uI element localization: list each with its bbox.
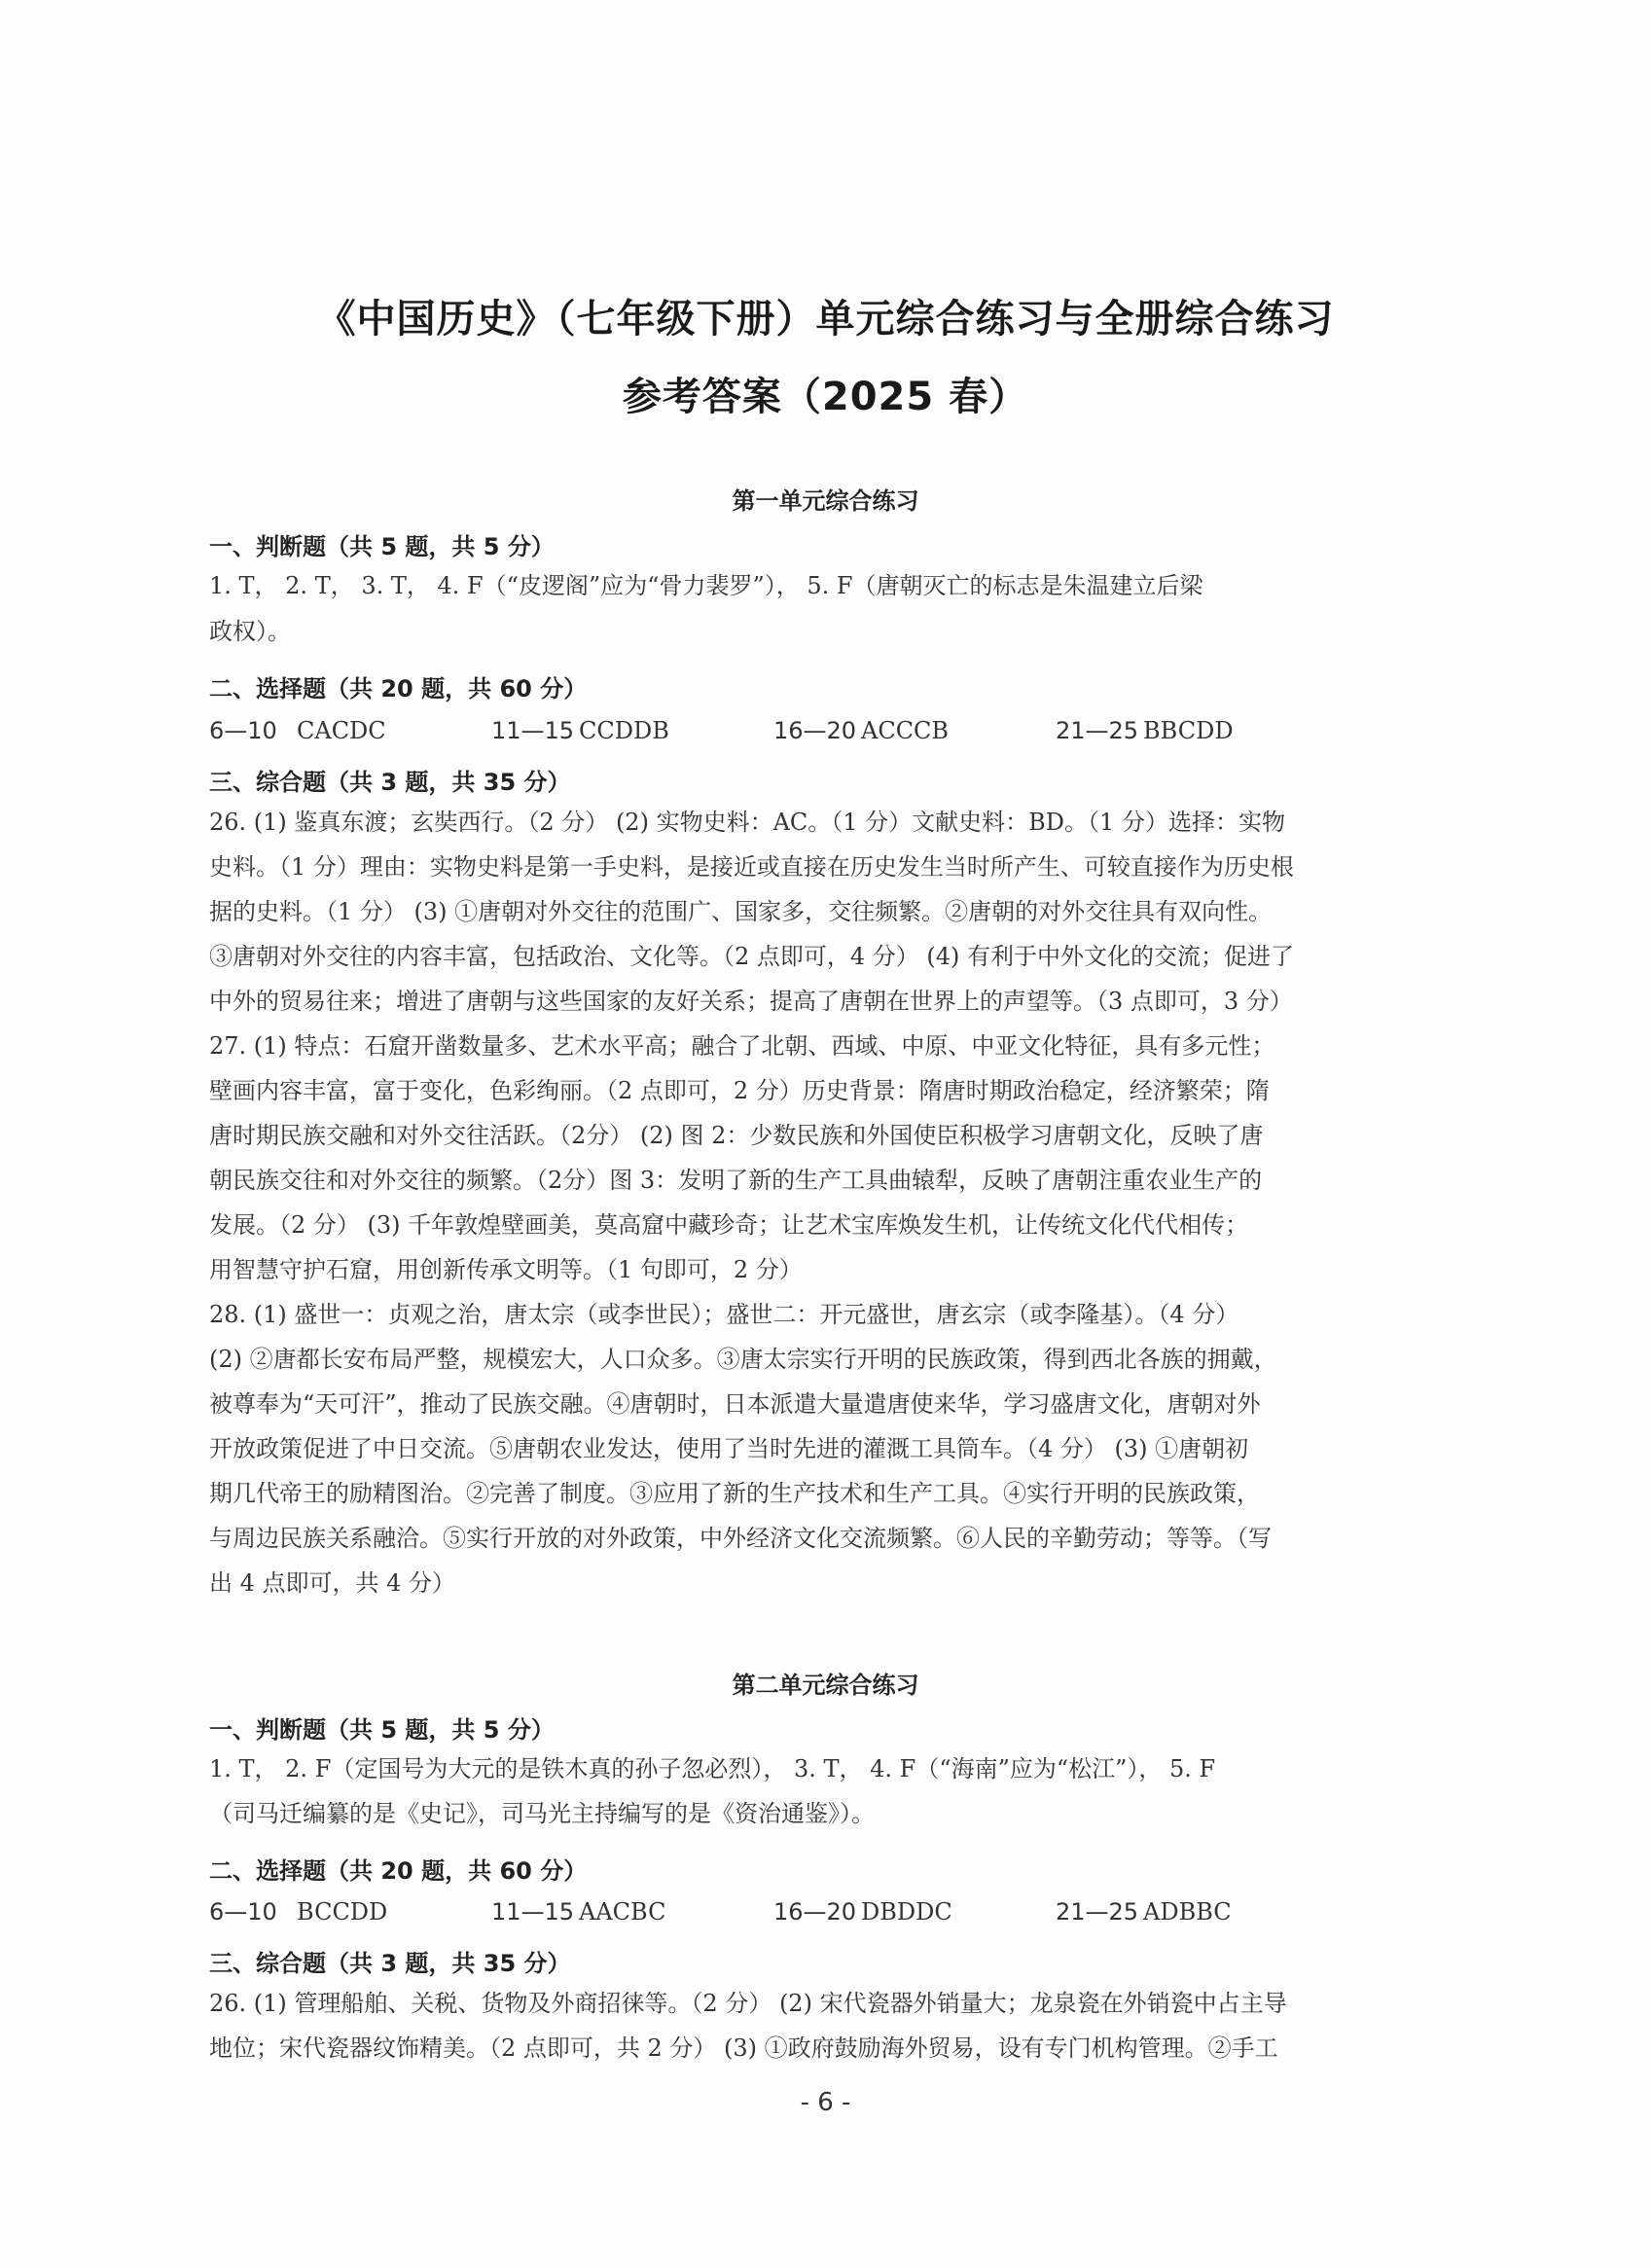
unit1-title: 第一单元综合练习 xyxy=(732,487,919,515)
answer-line: 史料。（1 分）理由：实物史料是第一手史料，是接近或直接在历史发生当时所产生、可较直接作为历史根 xyxy=(209,853,1294,881)
answer-line: 据的史料。（1 分） (3) ①唐朝对外交往的范围广、国家多，交往频繁。②唐朝的对外交往具有双向性。 xyxy=(209,898,1273,925)
answer-line: 28. (1) 盛世一：贞观之治，唐太宗（或李世民）；盛世二：开元盛世，唐玄宗（或李隆基）。（4 分） xyxy=(209,1301,1239,1328)
answer-line: 26. (1) 鉴真东渡；玄奘西行。（2 分） (2) 实物史料：AC。（1 分）文献史料：BD。（1 分）选择：实物 xyxy=(209,809,1285,836)
mc-range: 11—15 xyxy=(491,1898,575,1926)
mc-range: 6—10 xyxy=(209,1898,277,1926)
unit2-sec1-line: （司马迁编纂的是《史记》，司马光主持编写的是《资治通鉴》）。 xyxy=(209,1800,875,1827)
unit1-sec3-heading: 三、综合题（共 3 题，共 35 分） xyxy=(209,769,571,796)
mc-answers: AACBC xyxy=(579,1898,666,1926)
answer-line: 期几代帝王的励精图治。②完善了制度。③应用了新的生产技术和生产工具。④实行开明的民族政策， xyxy=(209,1480,1260,1507)
mc-range: 11—15 xyxy=(491,717,575,744)
page-number: - 6 - xyxy=(800,2088,851,2117)
mc-answers: CCDDB xyxy=(579,717,669,744)
mc-answers: BCCDD xyxy=(297,1898,388,1926)
answer-line: 壁画内容丰富，富于变化，色彩绚丽。（2 点即可，2 分）历史背景：隋唐时期政治稳定，经济繁荣；隋 xyxy=(209,1077,1270,1104)
answer-line: 发展。（2 分） (3) 千年敦煌壁画美，莫高窟中藏珍奇；让艺术宝库焕发生机，让传统文化代代相传； xyxy=(209,1211,1249,1239)
document-title: 《中国历史》（七年级下册）单元综合练习与全册综合练习 xyxy=(316,297,1335,342)
mc-range: 16—20 xyxy=(773,1898,857,1926)
unit1-sec2-heading: 二、选择题（共 20 题，共 60 分） xyxy=(209,675,588,702)
answer-line: 出 4 点即可，共 4 分） xyxy=(209,1569,456,1597)
answer-line: (2) ②唐都长安布局严整，规模宏大，人口众多。③唐太宗实行开明的民族政策，得到西北各族的拥戴， xyxy=(209,1346,1277,1373)
unit1-sec1-heading: 一、判断题（共 5 题，共 5 分） xyxy=(209,533,555,560)
unit2-sec1-heading: 一、判断题（共 5 题，共 5 分） xyxy=(209,1716,555,1744)
unit1-sec1-line: 1. T， 2. T， 3. T， 4. F（“皮逻阁”应为“骨力裴罗”）， 5. F（唐朝灭亡的标志是朱温建立后梁 xyxy=(209,572,1203,599)
answer-line: 地位；宋代瓷器纹饰精美。（2 点即可，共 2 分） (3) ①政府鼓励海外贸易，设有专门机构管理。②手工 xyxy=(209,2034,1278,2062)
mc-answers: DBDDC xyxy=(861,1898,952,1926)
mc-answers: CACDC xyxy=(297,717,386,744)
unit2-mc-answers xyxy=(209,1897,1464,1926)
answer-line: ③唐朝对外交往的内容丰富，包括政治、文化等。（2 点即可，4 分） (4) 有利于中外文化的交流；促进了 xyxy=(209,943,1295,970)
answer-line: 27. (1) 特点：石窟开凿数量多、艺术水平高；融合了北朝、西域、中原、中亚文化特征，具有多元性； xyxy=(209,1032,1275,1060)
mc-answers: ACCCB xyxy=(861,717,950,744)
answer-line: 与周边民族关系融洽。⑤实行开放的对外政策，中外经济文化交流频繁。⑥人民的辛勤劳动；等等。（写 xyxy=(209,1525,1272,1552)
answer-line: 唐时期民族交融和对外交往活跃。（2分） (2) 图 2：少数民族和外国使臣积极学习唐朝文化，反映了唐 xyxy=(209,1122,1264,1149)
mc-range: 21—25 xyxy=(1056,1898,1139,1926)
unit1-sec1-line: 政权）。 xyxy=(209,618,291,645)
mc-answers: ADBBC xyxy=(1143,1898,1232,1926)
answer-line: 中外的贸易往来；增进了唐朝与这些国家的友好关系；提高了唐朝在世界上的声望等。（3 点即可，3 分） xyxy=(209,988,1293,1015)
answer-line: 26. (1) 管理船舶、关税、货物及外商招徕等。（2 分） (2) 宋代瓷器外销量大；龙泉瓷在外销瓷中占主导 xyxy=(209,1990,1287,2017)
mc-range: 16—20 xyxy=(773,717,857,744)
unit1-mc-answers xyxy=(209,716,1464,745)
mc-range: 21—25 xyxy=(1056,717,1139,744)
answer-line: 用智慧守护石窟，用创新传承文明等。（1 句即可，2 分） xyxy=(209,1256,803,1283)
answer-line: 被尊奉为“天可汗”，推动了民族交融。④唐朝时，日本派遣大量遣唐使来华，学习盛唐文化，唐朝对外 xyxy=(209,1390,1261,1418)
unit2-sec3-heading: 三、综合题（共 3 题，共 35 分） xyxy=(209,1950,571,1977)
unit2-title: 第二单元综合练习 xyxy=(732,1672,919,1699)
document-subtitle: 参考答案（2025 春） xyxy=(622,375,1029,419)
mc-answers: BBCDD xyxy=(1143,717,1234,744)
unit2-sec2-heading: 二、选择题（共 20 题，共 60 分） xyxy=(209,1857,588,1885)
answer-line: 朝民族交往和对外交往的频繁。（2分）图 3：发明了新的生产工具曲辕犁，反映了唐朝注重农业生产的 xyxy=(209,1167,1263,1194)
answer-line: 开放政策促进了中日交流。⑤唐朝农业发达，使用了当时先进的灌溉工具筒车。（4 分） (3) ①唐朝初 xyxy=(209,1435,1249,1462)
unit2-sec1-line: 1. T， 2. F（定国号为大元的是铁木真的孙子忽必烈）， 3. T， 4. F（“海南”应为“松江”）， 5. F xyxy=(209,1755,1216,1782)
mc-range: 6—10 xyxy=(209,717,277,744)
